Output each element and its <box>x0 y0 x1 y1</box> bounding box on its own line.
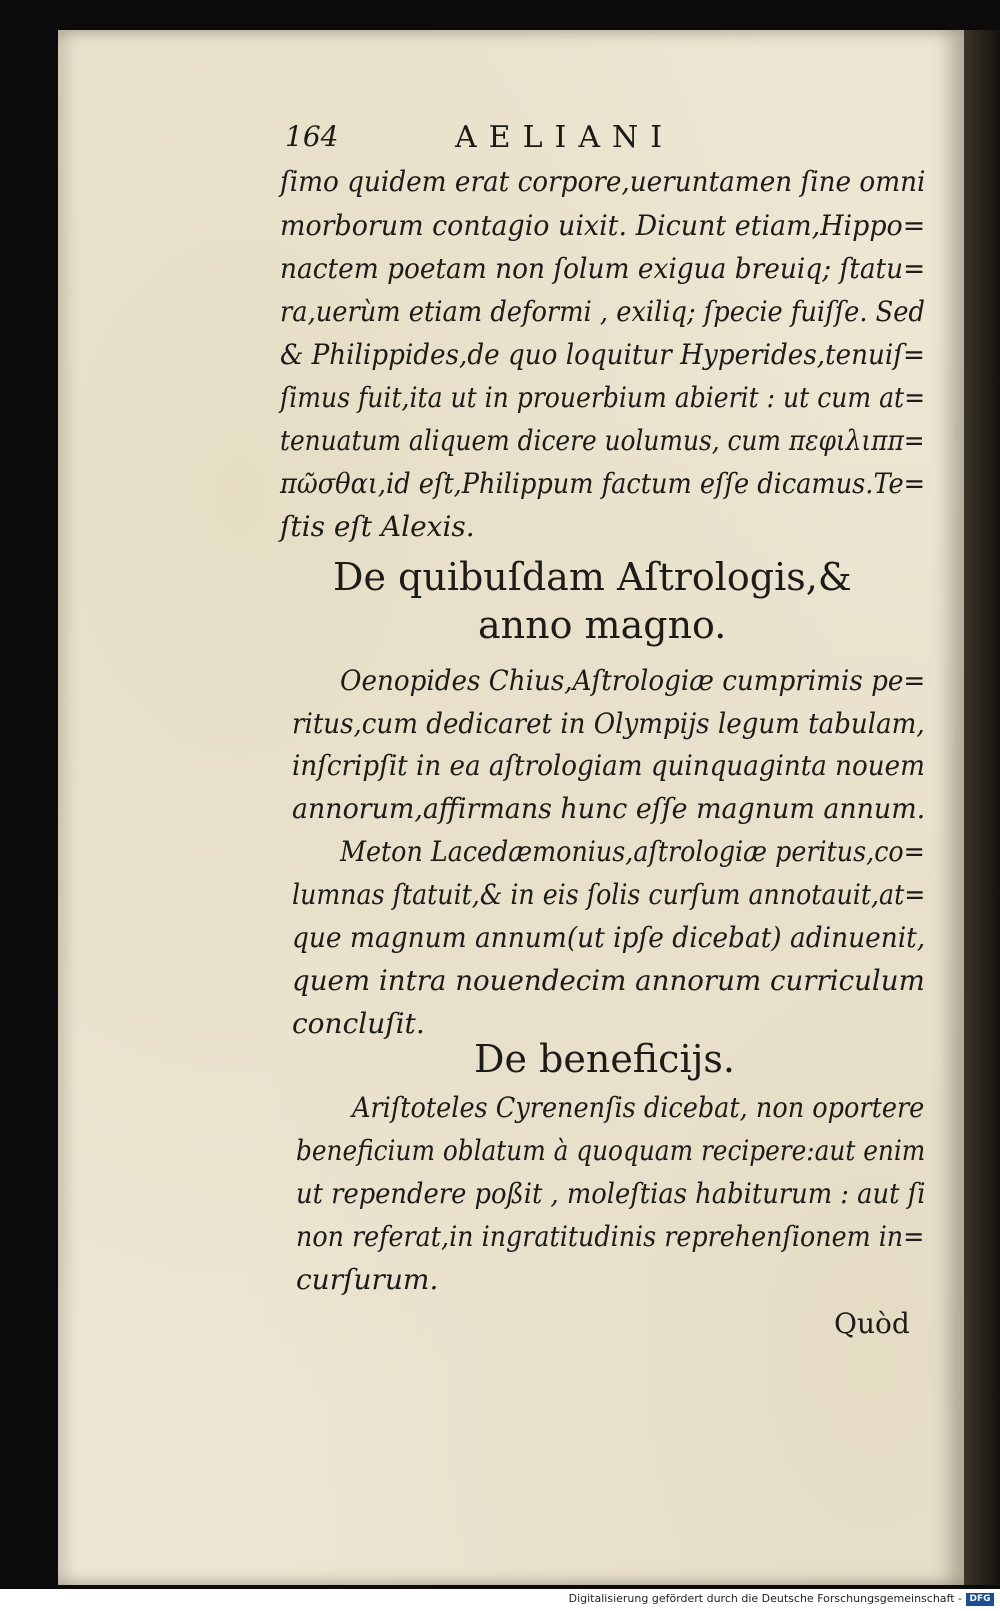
text-line: annorum,affirmans hunc eſſe magnum annum. <box>292 792 926 825</box>
text-line: que magnum annum(ut ipſe dicebat) adinuenit, <box>292 921 926 954</box>
digitization-footer <box>0 1589 1000 1611</box>
section-heading: De beneficijs. <box>474 1037 735 1081</box>
text-line: ut rependere poßit , moleſtias habiturum : aut ſi <box>296 1177 926 1210</box>
text-line: tenuatum aliquem dicere uolumus, cum πεφιλιππ= <box>280 424 925 457</box>
text-line: Oenopides Chius,Aſtrologiæ cumprimis pe= <box>340 664 926 697</box>
text-line: inſcripſit in ea aſtrologiam quinquaginta nouem <box>292 749 925 782</box>
text-line: Meton Lacedæmonius,aſtrologiæ peritus,co= <box>340 835 925 868</box>
section-heading: De quibuſdam Aſtrologis,& <box>333 555 852 599</box>
book-spine <box>964 30 1000 1585</box>
dfg-logo: DFG <box>966 1593 994 1606</box>
text-line: ra,uerùm etiam deformi , exiliq; ſpecie fuiſſe. Sed <box>280 295 925 328</box>
text-line: ſimus fuit,ita ut in prouerbium abierit : ut cum at= <box>280 381 926 414</box>
text-line: ſtis eſt Alexis. <box>280 510 475 543</box>
page-header <box>285 120 925 160</box>
section-heading: anno magno. <box>478 603 727 647</box>
text-line: Ariſtoteles Cyrenenſis dicebat, non oportere <box>352 1091 925 1124</box>
page-number: 164 <box>285 120 339 153</box>
text-line: ritus,cum dedicaret in Olympijs legum tabulam, <box>292 707 925 740</box>
text-line: non referat,in ingratitudinis reprehenſionem in= <box>296 1220 925 1253</box>
catchword: Quòd <box>834 1307 910 1340</box>
running-head: AELIANI <box>455 120 675 155</box>
text-line: nactem poetam non ſolum exigua breuiq; ſtatu= <box>280 252 926 285</box>
footer-credit: Digitalisierung gefördert durch die Deutsche Forschungsgemeinschaft - <box>568 1592 962 1605</box>
text-line: beneficium oblatum à quoquam recipere:aut enim <box>296 1134 926 1167</box>
text-line: curſurum. <box>296 1263 439 1296</box>
text-line: concluſit. <box>292 1007 425 1040</box>
text-line: quem intra nouendecim annorum curriculum <box>292 964 925 997</box>
text-line: lumnas ſtatuit,& in eis ſolis curſum annotauit,at= <box>292 878 926 911</box>
text-line: morborum contagio uixit. Dicunt etiam,Hippo= <box>280 209 926 242</box>
text-line: & Philippides,de quo loquitur Hyperides,tenuiſ= <box>280 338 925 371</box>
text-line: ſimo quidem erat corpore,ueruntamen ſine omni <box>280 165 926 198</box>
text-line: πῶσθαι,id eſt,Philippum factum eſſe dicamus.Te= <box>280 467 926 500</box>
